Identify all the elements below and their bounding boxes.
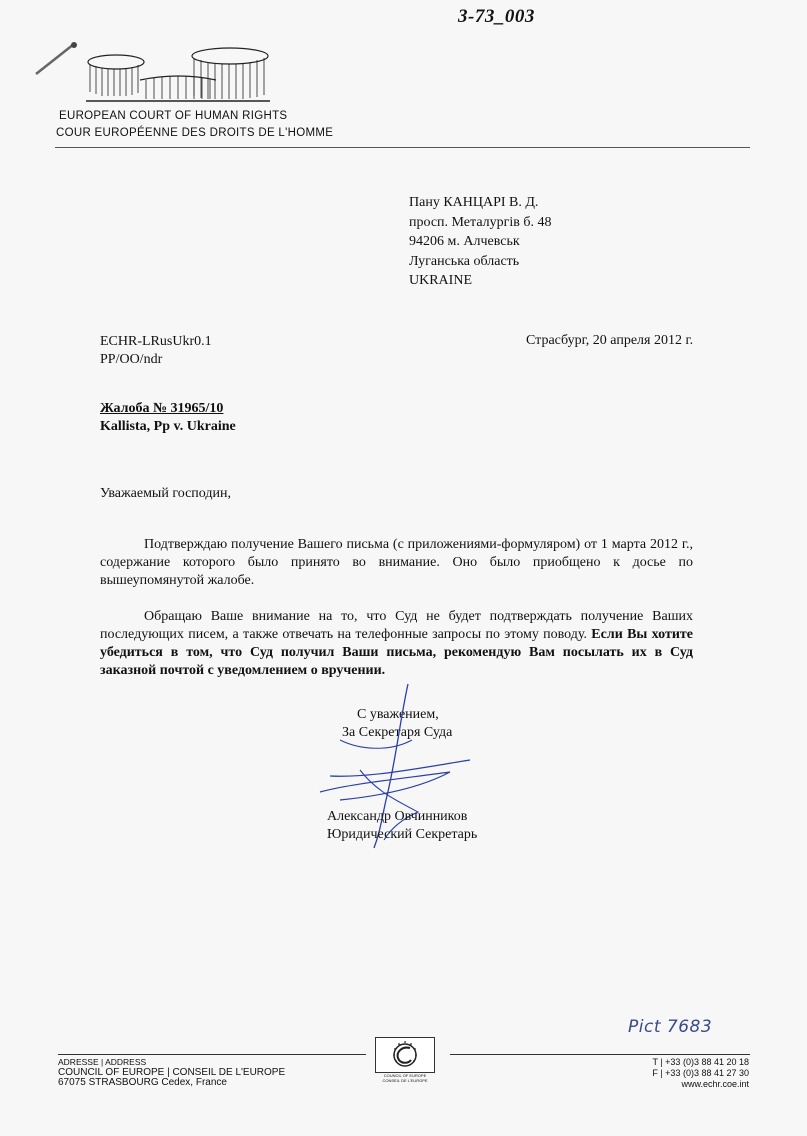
body-paragraph-1: [100, 536, 693, 590]
subject-block: [100, 400, 236, 436]
paragraph-2-regular: Обращаю Ваше внимание на то, что Суд не будет подтверждать получение Ваших последующих писем, а также отвечать на телефонные запросы по этому поводу.: [100, 609, 693, 642]
recipient-address: [409, 193, 552, 291]
court-building-logo: [84, 44, 274, 106]
recipient-line: 94206 м. Алчевськ: [409, 234, 520, 249]
fax-number: F | +33 (0)3 88 41 27 30: [652, 1068, 749, 1078]
case-name: Kallista, Pp v. Ukraine: [100, 419, 236, 434]
recipient-line: Пану КАНЦАРІ В. Д.: [409, 195, 539, 210]
phone-number: T | +33 (0)3 88 41 20 18: [652, 1057, 749, 1067]
body-paragraph-2: [100, 608, 693, 680]
court-name-fr: COUR EUROPÉENNE DES DROITS DE L'HOMME: [56, 127, 334, 139]
recipient-line: UKRAINE: [409, 273, 472, 288]
signatory-name: Александр Овчинников: [327, 809, 468, 824]
closing-line-1: С уважением,: [357, 707, 439, 722]
closing-line-2: За Секретаря Суда: [342, 725, 453, 740]
signatory-block: [327, 808, 477, 844]
footer-contacts: [652, 1057, 749, 1090]
header-divider: [55, 147, 750, 148]
salutation: Уважаемый господин,: [100, 486, 231, 501]
signatory-title: Юридический Секретарь: [327, 827, 478, 842]
footer-divider-left: [58, 1054, 366, 1055]
footer-address: [58, 1057, 285, 1089]
council-of-europe-logo: [375, 1037, 435, 1073]
paragraph-2-bold: Если Вы хотите убедиться в том, что Суд получил Ваши письма, рекомендую Вам посылать их в Суд заказной почтой с уведомлением о вручении.: [100, 627, 693, 678]
paragraph-1-text: Подтверждаю получение Вашего письма (с приложениями-формуляром) от 1 марта 2012 г., содержание которого было принято во внимание. Оно было приобщено к досье по вышеупомянутой жалобе.: [100, 537, 693, 588]
court-name-en: EUROPEAN COURT OF HUMAN RIGHTS: [59, 110, 288, 122]
pen-mark-icon: [30, 40, 80, 80]
reference-code: ECHR-LRusUkr0.1: [100, 334, 212, 349]
address-line-1: COUNCIL OF EUROPE | CONSEIL DE L'EUROPE: [58, 1066, 286, 1078]
coe-logo-caption: COUNCIL OF EUROPE CONSEIL DE L'EUROPE: [382, 1073, 428, 1083]
website: www.echr.coe.int: [681, 1079, 749, 1089]
footer-divider-right: [450, 1054, 750, 1055]
reference-initials: PP/OO/ndr: [100, 352, 163, 367]
recipient-line: просп. Металургів б. 48: [409, 214, 552, 230]
date-line: Страсбург, 20 апреля 2012 г.: [526, 333, 694, 348]
reference-block: [100, 333, 212, 369]
address-line-2: 67075 STRASBOURG Cedex, France: [58, 1077, 227, 1088]
document-code: 3-73_003: [458, 6, 535, 27]
complaint-number: Жалоба № 31965/10: [100, 401, 224, 416]
recipient-line: Луганська область: [409, 253, 520, 269]
handwritten-note: Pict 7683: [628, 1017, 713, 1037]
address-label: ADRESSE | ADDRESS: [58, 1057, 147, 1067]
